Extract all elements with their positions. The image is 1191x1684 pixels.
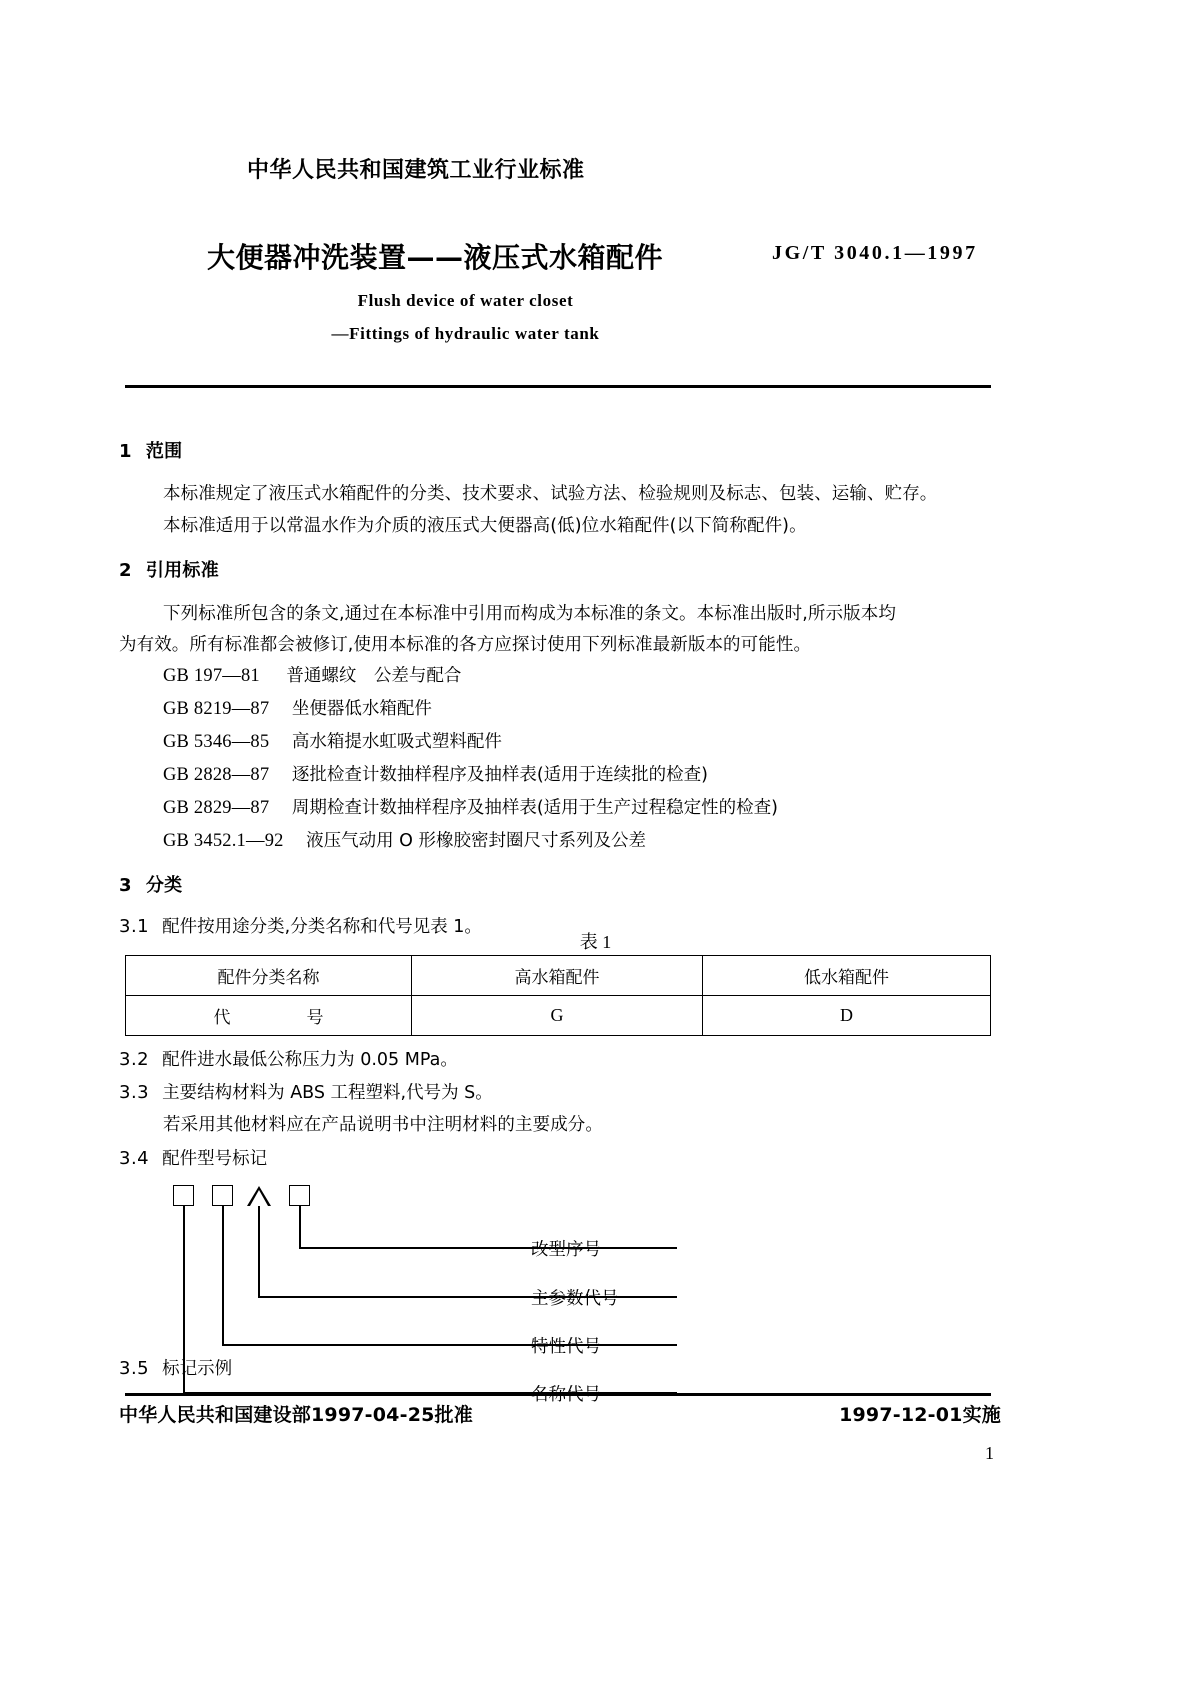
reference-name: 坐便器低水箱配件	[291, 699, 432, 719]
section-1-paragraph-2: 本标准适用于以常温水作为介质的液压式大便器高(低)位水箱配件(以下简称配件)。	[163, 516, 807, 536]
section-1-number: 1	[119, 441, 132, 462]
subsection-3-1-text: 配件按用途分类,分类名称和代号见表 1。	[162, 917, 482, 937]
section-1-heading	[119, 437, 182, 463]
reference-name: 高水箱提水虹吸式塑料配件	[291, 732, 502, 752]
model-designation-diagram	[125, 1185, 825, 1365]
section-3-title: 分类	[145, 875, 183, 896]
subsection-3-1-number: 3.1	[119, 916, 150, 937]
title-english-line1: Flush device of water closet	[357, 291, 574, 310]
reference-code: GB 197—81	[163, 666, 260, 686]
section-3-number: 3	[119, 875, 132, 896]
section-2-heading	[119, 556, 219, 582]
reference-code: GB 5346—85	[163, 732, 270, 752]
section-1-title: 范围	[145, 441, 183, 462]
subsection-3-5-text: 标记示例	[162, 1359, 233, 1379]
table-1	[125, 955, 991, 1036]
table-cell-high-tank-header: 高水箱配件	[412, 956, 703, 996]
reference-item	[163, 794, 778, 819]
reference-name: 逐批检查计数抽样程序及抽样表(适用于连续批的检查)	[291, 765, 708, 785]
table-cell-low-tank-code: D	[703, 996, 991, 1036]
footer-divider	[125, 1393, 991, 1396]
footer-implementation-text: 1997-12-01实施	[839, 1404, 1001, 1426]
table-row	[126, 996, 991, 1036]
page-title: 大便器冲洗装置——液压式水箱配件	[207, 241, 664, 274]
industry-standard-line: 中华人民共和国建筑工业行业标准	[247, 158, 585, 183]
triangle-symbol-inner	[250, 1190, 268, 1206]
leader-vertical-3	[222, 1206, 224, 1346]
subsection-3-3-continuation: 若采用其他材料应在产品说明书中注明材料的主要成分。	[163, 1115, 603, 1135]
reference-item	[163, 662, 461, 687]
subsection-3-3	[119, 1079, 493, 1104]
diagram-label-2: 主参数代号	[531, 1289, 619, 1309]
reference-item	[163, 761, 708, 786]
title-english-line2: —Fittings of hydraulic water tank	[331, 324, 600, 343]
triangle-symbol-icon	[247, 1186, 271, 1206]
subsection-3-5	[119, 1355, 232, 1380]
header-divider	[125, 385, 991, 388]
section-2-title: 引用标准	[145, 560, 220, 581]
reference-name: 普通螺纹 公差与配合	[286, 666, 462, 686]
subsection-3-5-number: 3.5	[119, 1358, 150, 1379]
subsection-3-3-text: 主要结构材料为 ABS 工程塑料,代号为 S。	[162, 1083, 493, 1103]
table-cell-high-tank-code: G	[412, 996, 703, 1036]
leader-vertical-1	[299, 1206, 301, 1249]
reference-name: 液压气动用 O 形橡胶密封圈尺寸系列及公差	[306, 831, 647, 851]
table-1-caption: 表 1	[579, 932, 612, 952]
subsection-3-3-number: 3.3	[119, 1082, 150, 1103]
page-number: 1	[985, 1443, 994, 1463]
subsection-3-2-number: 3.2	[119, 1049, 150, 1070]
subsection-3-4-number: 3.4	[119, 1148, 150, 1169]
subsection-3-2	[119, 1046, 458, 1071]
footer-approval-text: 中华人民共和国建设部1997-04-25批准	[119, 1404, 473, 1426]
reference-code: GB 2829—87	[163, 798, 270, 818]
section-2-paragraph-1: 下列标准所包含的条文,通过在本标准中引用而构成为本标准的条文。本标准出版时,所示版本均	[163, 604, 896, 624]
subsection-3-4	[119, 1145, 267, 1170]
leader-horizontal-1	[299, 1247, 677, 1249]
table-cell-low-tank-header: 低水箱配件	[703, 956, 991, 996]
reference-code: GB 2828—87	[163, 765, 270, 785]
section-2-paragraph-2: 为有效。所有标准都会被修订,使用本标准的各方应探讨使用下列标准最新版本的可能性。	[119, 635, 812, 655]
section-1-paragraph-1: 本标准规定了液压式水箱配件的分类、技术要求、试验方法、检验规则及标志、包装、运输、贮存。	[163, 484, 938, 504]
reference-code: GB 8219—87	[163, 699, 270, 719]
reference-item	[163, 695, 432, 720]
table-cell-code-label: 代 号	[126, 996, 412, 1036]
leader-horizontal-3	[222, 1344, 677, 1346]
diagram-label-3: 特性代号	[531, 1337, 601, 1357]
reference-name: 周期检查计数抽样程序及抽样表(适用于生产过程稳定性的检查)	[291, 798, 778, 818]
section-3-heading	[119, 871, 182, 897]
title-row	[0, 236, 1191, 276]
subsection-3-2-text: 配件进水最低公称压力为 0.05 MPa。	[162, 1050, 458, 1070]
reference-code: GB 3452.1—92	[163, 831, 284, 851]
subsection-3-4-text: 配件型号标记	[162, 1149, 268, 1169]
section-2-number: 2	[119, 560, 132, 581]
square-symbol-1-icon	[173, 1185, 194, 1206]
table-row	[126, 956, 991, 996]
diagram-label-1: 改型序号	[531, 1240, 601, 1260]
square-symbol-2-icon	[212, 1185, 233, 1206]
standard-number: JG/T 3040.1—1997	[772, 242, 978, 264]
square-symbol-3-icon	[289, 1185, 310, 1206]
reference-item	[163, 728, 502, 753]
table-cell-class-name-header: 配件分类名称	[126, 956, 412, 996]
leader-vertical-2	[258, 1206, 260, 1298]
reference-item	[163, 827, 646, 852]
